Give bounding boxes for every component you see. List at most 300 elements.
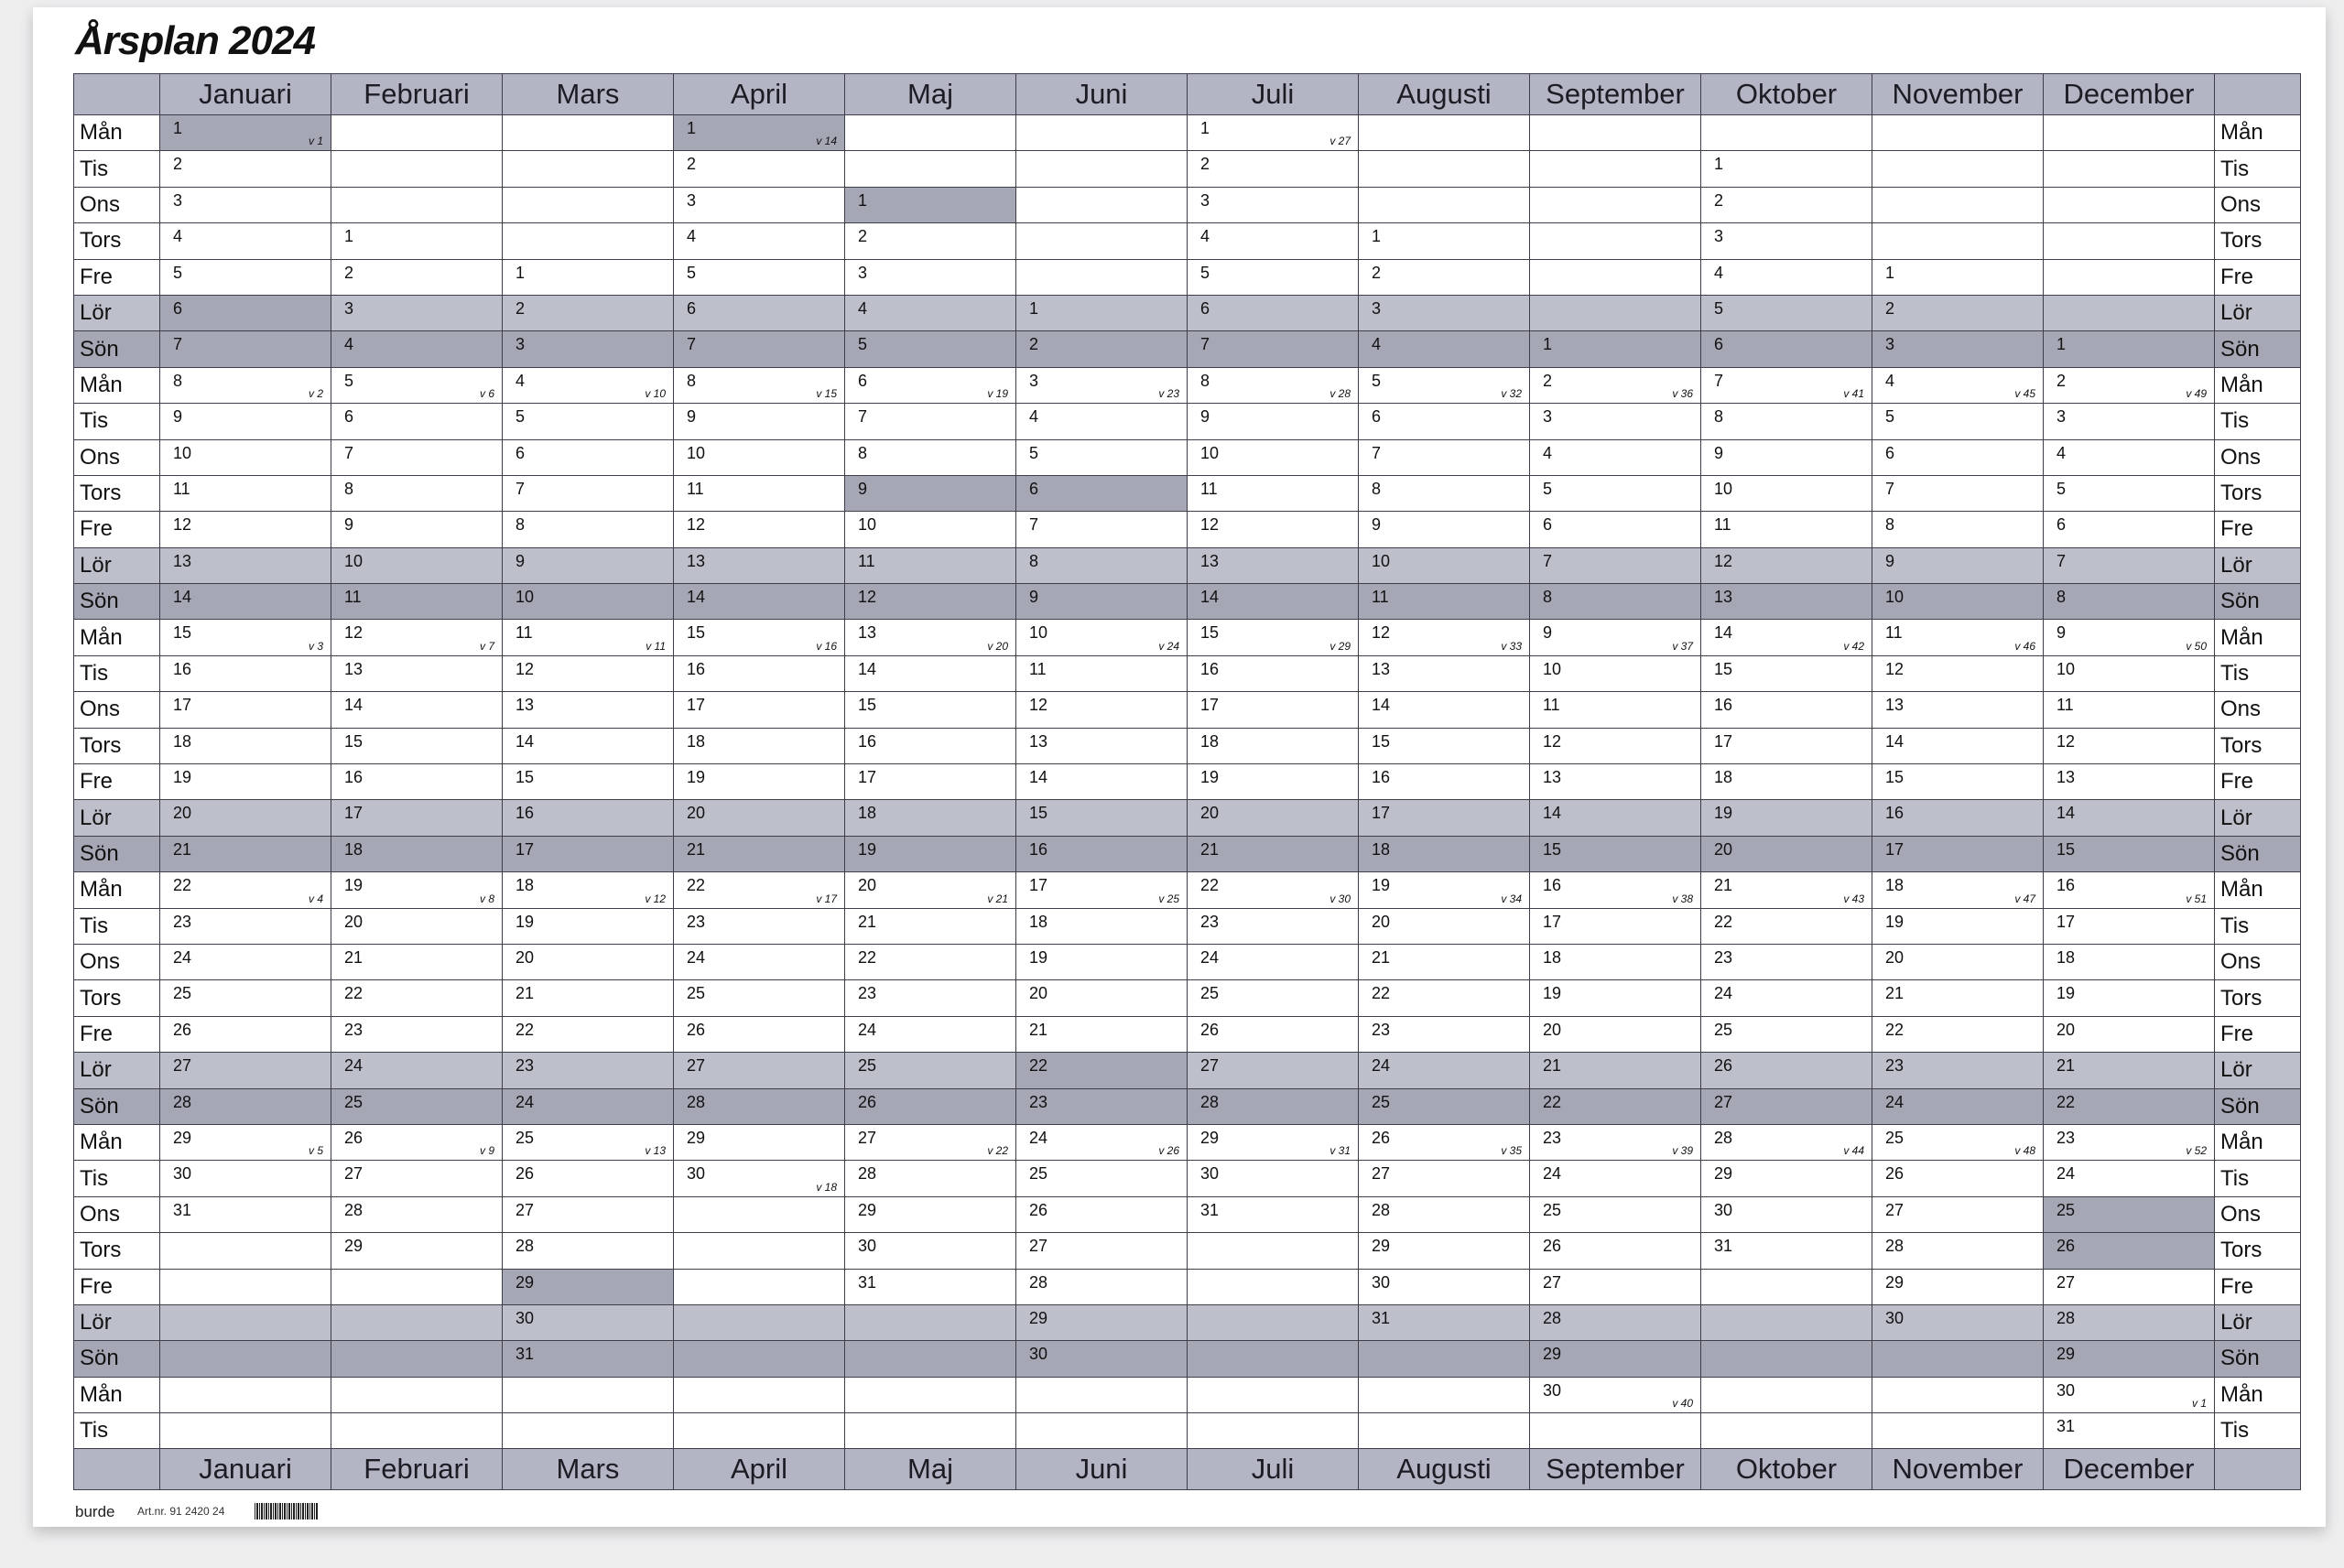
day-cell[interactable]: [331, 151, 503, 187]
day-cell[interactable]: [1701, 1413, 1872, 1449]
day-cell[interactable]: [1701, 439, 1872, 475]
day-cell[interactable]: [331, 728, 503, 763]
day-cell[interactable]: [1359, 944, 1530, 979]
day-cell[interactable]: [674, 439, 845, 475]
day-cell[interactable]: [503, 1124, 674, 1160]
day-cell[interactable]: [1530, 223, 1701, 259]
day-cell[interactable]: [1359, 655, 1530, 691]
day-cell[interactable]: [1188, 187, 1359, 222]
day-cell[interactable]: [331, 1016, 503, 1052]
day-cell[interactable]: [1359, 800, 1530, 836]
day-cell[interactable]: [1188, 1341, 1359, 1377]
day-cell[interactable]: [1016, 728, 1188, 763]
day-cell[interactable]: [1188, 259, 1359, 295]
day-cell[interactable]: [2044, 1269, 2215, 1304]
day-cell[interactable]: [160, 187, 331, 222]
day-cell[interactable]: [674, 512, 845, 547]
day-cell[interactable]: [331, 295, 503, 330]
day-cell[interactable]: [160, 1196, 331, 1232]
day-cell[interactable]: [845, 115, 1016, 151]
day-cell[interactable]: [1872, 908, 2044, 944]
day-cell[interactable]: [331, 836, 503, 871]
day-cell[interactable]: [1701, 836, 1872, 871]
day-cell[interactable]: [1359, 764, 1530, 800]
day-cell[interactable]: [1359, 259, 1530, 295]
day-cell[interactable]: [160, 115, 331, 151]
day-cell[interactable]: [1872, 1196, 2044, 1232]
day-cell[interactable]: [1359, 1233, 1530, 1269]
day-cell[interactable]: [674, 836, 845, 871]
day-cell[interactable]: [845, 259, 1016, 295]
day-cell[interactable]: [845, 1124, 1016, 1160]
day-cell[interactable]: [503, 1088, 674, 1124]
day-cell[interactable]: [503, 187, 674, 222]
day-cell[interactable]: [160, 1233, 331, 1269]
day-cell[interactable]: [1530, 1016, 1701, 1052]
day-cell[interactable]: [1188, 115, 1359, 151]
day-cell[interactable]: [845, 1341, 1016, 1377]
day-cell[interactable]: [1701, 1196, 1872, 1232]
day-cell[interactable]: [1359, 1161, 1530, 1196]
day-cell[interactable]: [160, 1341, 331, 1377]
day-cell[interactable]: [1016, 404, 1188, 439]
day-cell[interactable]: [674, 1233, 845, 1269]
day-cell[interactable]: [674, 1124, 845, 1160]
day-cell[interactable]: [845, 764, 1016, 800]
day-cell[interactable]: [1016, 836, 1188, 871]
day-cell[interactable]: [1872, 1124, 2044, 1160]
day-cell[interactable]: [1188, 1161, 1359, 1196]
day-cell[interactable]: [1872, 1016, 2044, 1052]
day-cell[interactable]: [1530, 1233, 1701, 1269]
day-cell[interactable]: [160, 764, 331, 800]
day-cell[interactable]: [503, 259, 674, 295]
day-cell[interactable]: [331, 908, 503, 944]
day-cell[interactable]: [2044, 620, 2215, 655]
day-cell[interactable]: [1188, 728, 1359, 763]
day-cell[interactable]: [503, 872, 674, 908]
day-cell[interactable]: [1530, 764, 1701, 800]
day-cell[interactable]: [1872, 836, 2044, 871]
day-cell[interactable]: [1359, 728, 1530, 763]
day-cell[interactable]: [1701, 151, 1872, 187]
day-cell[interactable]: [1016, 1413, 1188, 1449]
day-cell[interactable]: [1359, 1196, 1530, 1232]
day-cell[interactable]: [1530, 584, 1701, 620]
day-cell[interactable]: [160, 367, 331, 403]
day-cell[interactable]: [674, 1196, 845, 1232]
day-cell[interactable]: [503, 1377, 674, 1412]
day-cell[interactable]: [331, 1196, 503, 1232]
day-cell[interactable]: [2044, 151, 2215, 187]
day-cell[interactable]: [2044, 512, 2215, 547]
day-cell[interactable]: [674, 475, 845, 511]
day-cell[interactable]: [1530, 800, 1701, 836]
day-cell[interactable]: [674, 1304, 845, 1340]
day-cell[interactable]: [1701, 259, 1872, 295]
day-cell[interactable]: [2044, 331, 2215, 367]
day-cell[interactable]: [1701, 331, 1872, 367]
day-cell[interactable]: [160, 1269, 331, 1304]
day-cell[interactable]: [1530, 331, 1701, 367]
day-cell[interactable]: [845, 584, 1016, 620]
day-cell[interactable]: [674, 223, 845, 259]
day-cell[interactable]: [503, 223, 674, 259]
day-cell[interactable]: [1016, 908, 1188, 944]
day-cell[interactable]: [2044, 367, 2215, 403]
day-cell[interactable]: [845, 872, 1016, 908]
day-cell[interactable]: [160, 836, 331, 871]
day-cell[interactable]: [1701, 980, 1872, 1016]
day-cell[interactable]: [1530, 1124, 1701, 1160]
day-cell[interactable]: [503, 331, 674, 367]
day-cell[interactable]: [1701, 908, 1872, 944]
day-cell[interactable]: [1188, 151, 1359, 187]
day-cell[interactable]: [674, 151, 845, 187]
day-cell[interactable]: [1530, 1088, 1701, 1124]
day-cell[interactable]: [1701, 512, 1872, 547]
day-cell[interactable]: [2044, 800, 2215, 836]
day-cell[interactable]: [845, 944, 1016, 979]
day-cell[interactable]: [1701, 584, 1872, 620]
day-cell[interactable]: [331, 764, 503, 800]
day-cell[interactable]: [503, 439, 674, 475]
day-cell[interactable]: [845, 1053, 1016, 1088]
day-cell[interactable]: [1530, 187, 1701, 222]
day-cell[interactable]: [1188, 872, 1359, 908]
day-cell[interactable]: [1016, 1377, 1188, 1412]
day-cell[interactable]: [2044, 115, 2215, 151]
day-cell[interactable]: [331, 1413, 503, 1449]
day-cell[interactable]: [1872, 259, 2044, 295]
day-cell[interactable]: [1359, 1088, 1530, 1124]
day-cell[interactable]: [674, 367, 845, 403]
day-cell[interactable]: [674, 404, 845, 439]
day-cell[interactable]: [2044, 692, 2215, 728]
day-cell[interactable]: [1530, 872, 1701, 908]
day-cell[interactable]: [160, 223, 331, 259]
day-cell[interactable]: [1188, 1088, 1359, 1124]
day-cell[interactable]: [1188, 908, 1359, 944]
day-cell[interactable]: [1359, 439, 1530, 475]
day-cell[interactable]: [1359, 223, 1530, 259]
day-cell[interactable]: [331, 655, 503, 691]
day-cell[interactable]: [845, 367, 1016, 403]
day-cell[interactable]: [1188, 1377, 1359, 1412]
day-cell[interactable]: [1016, 655, 1188, 691]
day-cell[interactable]: [503, 115, 674, 151]
day-cell[interactable]: [1188, 620, 1359, 655]
day-cell[interactable]: [674, 980, 845, 1016]
day-cell[interactable]: [331, 872, 503, 908]
day-cell[interactable]: [674, 1341, 845, 1377]
day-cell[interactable]: [331, 439, 503, 475]
day-cell[interactable]: [160, 872, 331, 908]
day-cell[interactable]: [674, 547, 845, 583]
day-cell[interactable]: [160, 620, 331, 655]
day-cell[interactable]: [1701, 1304, 1872, 1340]
day-cell[interactable]: [845, 836, 1016, 871]
day-cell[interactable]: [2044, 944, 2215, 979]
day-cell[interactable]: [1188, 1233, 1359, 1269]
day-cell[interactable]: [503, 367, 674, 403]
day-cell[interactable]: [674, 1053, 845, 1088]
day-cell[interactable]: [2044, 1053, 2215, 1088]
day-cell[interactable]: [160, 547, 331, 583]
day-cell[interactable]: [2044, 439, 2215, 475]
day-cell[interactable]: [1016, 259, 1188, 295]
day-cell[interactable]: [503, 620, 674, 655]
day-cell[interactable]: [1188, 764, 1359, 800]
day-cell[interactable]: [503, 1413, 674, 1449]
day-cell[interactable]: [1359, 1413, 1530, 1449]
day-cell[interactable]: [1188, 944, 1359, 979]
day-cell[interactable]: [1188, 980, 1359, 1016]
day-cell[interactable]: [1530, 908, 1701, 944]
day-cell[interactable]: [1701, 728, 1872, 763]
day-cell[interactable]: [2044, 655, 2215, 691]
day-cell[interactable]: [1530, 692, 1701, 728]
day-cell[interactable]: [1188, 475, 1359, 511]
day-cell[interactable]: [1872, 223, 2044, 259]
day-cell[interactable]: [674, 800, 845, 836]
day-cell[interactable]: [160, 404, 331, 439]
day-cell[interactable]: [845, 151, 1016, 187]
day-cell[interactable]: [1188, 331, 1359, 367]
day-cell[interactable]: [1359, 584, 1530, 620]
day-cell[interactable]: [1872, 764, 2044, 800]
day-cell[interactable]: [1872, 800, 2044, 836]
day-cell[interactable]: [331, 331, 503, 367]
day-cell[interactable]: [1359, 980, 1530, 1016]
day-cell[interactable]: [331, 1161, 503, 1196]
day-cell[interactable]: [1188, 800, 1359, 836]
day-cell[interactable]: [1701, 1016, 1872, 1052]
day-cell[interactable]: [845, 331, 1016, 367]
day-cell[interactable]: [1016, 692, 1188, 728]
day-cell[interactable]: [674, 1377, 845, 1412]
day-cell[interactable]: [674, 295, 845, 330]
day-cell[interactable]: [1530, 1196, 1701, 1232]
day-cell[interactable]: [331, 1304, 503, 1340]
day-cell[interactable]: [2044, 404, 2215, 439]
day-cell[interactable]: [331, 1088, 503, 1124]
day-cell[interactable]: [1872, 620, 2044, 655]
day-cell[interactable]: [845, 800, 1016, 836]
day-cell[interactable]: [331, 944, 503, 979]
day-cell[interactable]: [1188, 1413, 1359, 1449]
day-cell[interactable]: [1701, 404, 1872, 439]
day-cell[interactable]: [331, 115, 503, 151]
day-cell[interactable]: [1872, 944, 2044, 979]
day-cell[interactable]: [1872, 1233, 2044, 1269]
day-cell[interactable]: [160, 800, 331, 836]
day-cell[interactable]: [1188, 547, 1359, 583]
day-cell[interactable]: [1016, 1016, 1188, 1052]
day-cell[interactable]: [503, 944, 674, 979]
day-cell[interactable]: [1530, 655, 1701, 691]
day-cell[interactable]: [674, 1269, 845, 1304]
day-cell[interactable]: [1872, 475, 2044, 511]
day-cell[interactable]: [1872, 1161, 2044, 1196]
day-cell[interactable]: [160, 1161, 331, 1196]
day-cell[interactable]: [674, 655, 845, 691]
day-cell[interactable]: [503, 800, 674, 836]
day-cell[interactable]: [845, 1413, 1016, 1449]
day-cell[interactable]: [1530, 944, 1701, 979]
day-cell[interactable]: [1359, 872, 1530, 908]
day-cell[interactable]: [503, 692, 674, 728]
day-cell[interactable]: [1530, 475, 1701, 511]
day-cell[interactable]: [503, 1053, 674, 1088]
day-cell[interactable]: [1701, 1341, 1872, 1377]
day-cell[interactable]: [1701, 1053, 1872, 1088]
day-cell[interactable]: [2044, 836, 2215, 871]
day-cell[interactable]: [1701, 1124, 1872, 1160]
day-cell[interactable]: [1701, 1088, 1872, 1124]
day-cell[interactable]: [331, 1053, 503, 1088]
day-cell[interactable]: [674, 1016, 845, 1052]
day-cell[interactable]: [845, 1304, 1016, 1340]
day-cell[interactable]: [160, 295, 331, 330]
day-cell[interactable]: [1188, 655, 1359, 691]
day-cell[interactable]: [503, 1341, 674, 1377]
day-cell[interactable]: [2044, 584, 2215, 620]
day-cell[interactable]: [1359, 151, 1530, 187]
day-cell[interactable]: [1016, 1088, 1188, 1124]
day-cell[interactable]: [1872, 692, 2044, 728]
day-cell[interactable]: [1016, 331, 1188, 367]
day-cell[interactable]: [1016, 1341, 1188, 1377]
day-cell[interactable]: [845, 1196, 1016, 1232]
day-cell[interactable]: [1701, 872, 1872, 908]
day-cell[interactable]: [1530, 115, 1701, 151]
day-cell[interactable]: [1701, 800, 1872, 836]
day-cell[interactable]: [1530, 980, 1701, 1016]
day-cell[interactable]: [160, 1304, 331, 1340]
day-cell[interactable]: [845, 187, 1016, 222]
day-cell[interactable]: [160, 692, 331, 728]
day-cell[interactable]: [1016, 944, 1188, 979]
day-cell[interactable]: [1016, 980, 1188, 1016]
day-cell[interactable]: [1872, 1304, 2044, 1340]
day-cell[interactable]: [1359, 836, 1530, 871]
day-cell[interactable]: [845, 404, 1016, 439]
day-cell[interactable]: [331, 1377, 503, 1412]
day-cell[interactable]: [845, 655, 1016, 691]
day-cell[interactable]: [1530, 1377, 1701, 1412]
day-cell[interactable]: [503, 980, 674, 1016]
day-cell[interactable]: [1016, 1053, 1188, 1088]
day-cell[interactable]: [1872, 584, 2044, 620]
day-cell[interactable]: [1530, 1161, 1701, 1196]
day-cell[interactable]: [2044, 1304, 2215, 1340]
day-cell[interactable]: [1530, 547, 1701, 583]
day-cell[interactable]: [1359, 475, 1530, 511]
day-cell[interactable]: [1872, 1413, 2044, 1449]
day-cell[interactable]: [1359, 512, 1530, 547]
day-cell[interactable]: [331, 1124, 503, 1160]
day-cell[interactable]: [1359, 1377, 1530, 1412]
day-cell[interactable]: [1188, 512, 1359, 547]
day-cell[interactable]: [845, 512, 1016, 547]
day-cell[interactable]: [845, 692, 1016, 728]
day-cell[interactable]: [160, 944, 331, 979]
day-cell[interactable]: [160, 1088, 331, 1124]
day-cell[interactable]: [1530, 620, 1701, 655]
day-cell[interactable]: [2044, 547, 2215, 583]
day-cell[interactable]: [1016, 1269, 1188, 1304]
day-cell[interactable]: [1359, 115, 1530, 151]
day-cell[interactable]: [1188, 404, 1359, 439]
day-cell[interactable]: [1701, 223, 1872, 259]
day-cell[interactable]: [1359, 908, 1530, 944]
day-cell[interactable]: [1872, 872, 2044, 908]
day-cell[interactable]: [1016, 1304, 1188, 1340]
day-cell[interactable]: [1188, 1196, 1359, 1232]
day-cell[interactable]: [2044, 223, 2215, 259]
day-cell[interactable]: [503, 836, 674, 871]
day-cell[interactable]: [1872, 404, 2044, 439]
day-cell[interactable]: [331, 547, 503, 583]
day-cell[interactable]: [1359, 1304, 1530, 1340]
day-cell[interactable]: [1016, 187, 1188, 222]
day-cell[interactable]: [1016, 439, 1188, 475]
day-cell[interactable]: [674, 1413, 845, 1449]
day-cell[interactable]: [1701, 115, 1872, 151]
day-cell[interactable]: [331, 1269, 503, 1304]
day-cell[interactable]: [1188, 692, 1359, 728]
day-cell[interactable]: [503, 1304, 674, 1340]
day-cell[interactable]: [1701, 692, 1872, 728]
day-cell[interactable]: [1530, 367, 1701, 403]
day-cell[interactable]: [160, 1124, 331, 1160]
day-cell[interactable]: [2044, 187, 2215, 222]
day-cell[interactable]: [160, 908, 331, 944]
day-cell[interactable]: [503, 547, 674, 583]
day-cell[interactable]: [674, 584, 845, 620]
day-cell[interactable]: [845, 439, 1016, 475]
day-cell[interactable]: [160, 1053, 331, 1088]
day-cell[interactable]: [331, 1341, 503, 1377]
day-cell[interactable]: [1530, 1304, 1701, 1340]
day-cell[interactable]: [674, 331, 845, 367]
day-cell[interactable]: [845, 980, 1016, 1016]
day-cell[interactable]: [331, 259, 503, 295]
day-cell[interactable]: [331, 223, 503, 259]
day-cell[interactable]: [2044, 1016, 2215, 1052]
day-cell[interactable]: [331, 367, 503, 403]
day-cell[interactable]: [160, 331, 331, 367]
day-cell[interactable]: [331, 620, 503, 655]
day-cell[interactable]: [1530, 259, 1701, 295]
day-cell[interactable]: [1530, 295, 1701, 330]
day-cell[interactable]: [1701, 655, 1872, 691]
day-cell[interactable]: [1359, 295, 1530, 330]
day-cell[interactable]: [1872, 547, 2044, 583]
day-cell[interactable]: [1016, 1161, 1188, 1196]
day-cell[interactable]: [674, 764, 845, 800]
day-cell[interactable]: [1016, 764, 1188, 800]
day-cell[interactable]: [1359, 331, 1530, 367]
day-cell[interactable]: [503, 295, 674, 330]
day-cell[interactable]: [1188, 836, 1359, 871]
day-cell[interactable]: [1701, 475, 1872, 511]
day-cell[interactable]: [1016, 1124, 1188, 1160]
day-cell[interactable]: [1530, 404, 1701, 439]
day-cell[interactable]: [2044, 475, 2215, 511]
day-cell[interactable]: [1359, 1016, 1530, 1052]
